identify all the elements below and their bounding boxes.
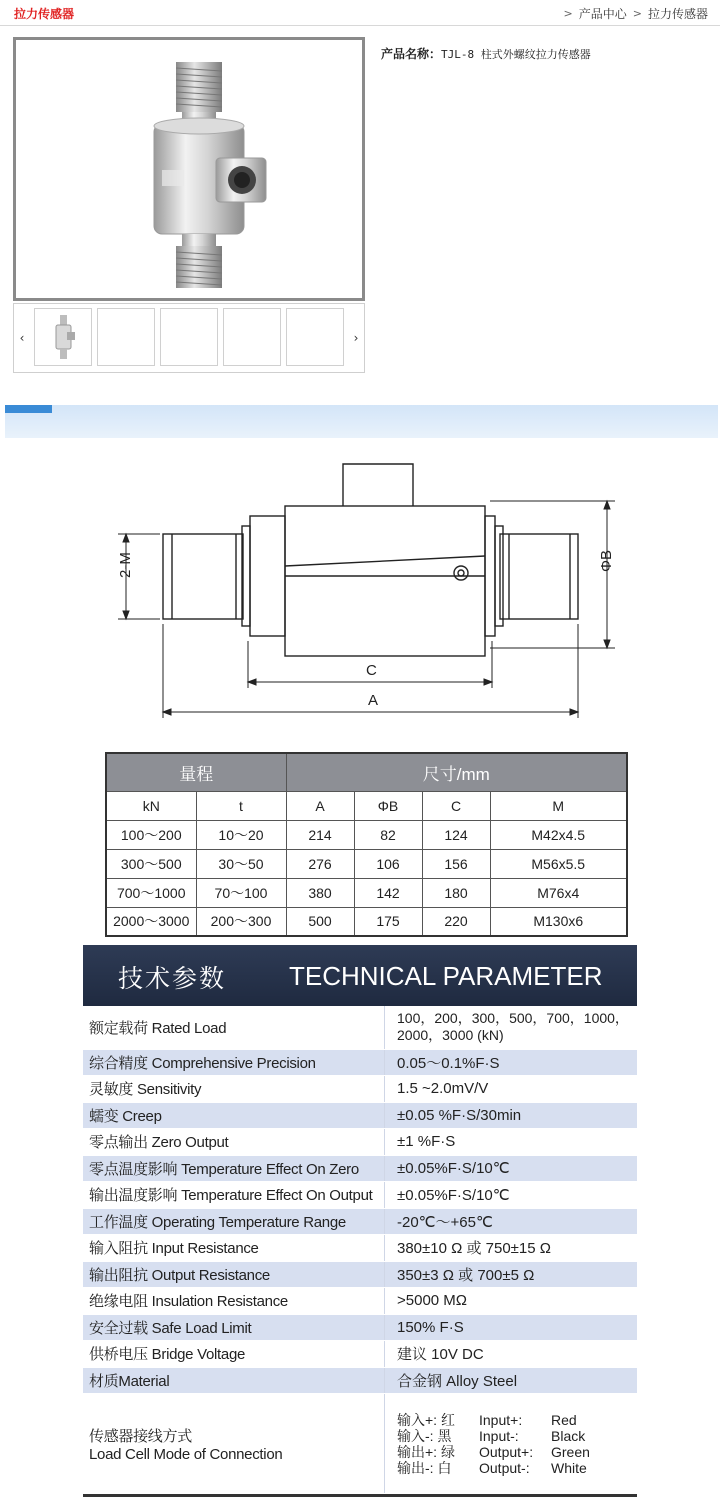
param-key: 材质Material [83,1367,385,1394]
tech-table-bottom-border [83,1494,637,1497]
cell-kn: 300～500 [106,849,196,878]
cell-m: M42x4.5 [490,820,627,849]
wire-color: Red [551,1411,577,1428]
table-row [83,1367,637,1394]
cell-kn: 100～200 [106,820,196,849]
tech-title-en: TECHNICAL PARAMETER [289,961,603,991]
param-key: 综合精度 Comprehensive Precision [83,1049,385,1076]
product-gallery [13,37,365,373]
range-header: 量程 [106,753,286,791]
col-m: M [490,791,627,820]
product-name-label: 产品名称： [381,47,442,61]
wire-color: Green [551,1443,590,1460]
table-row [83,1235,637,1262]
wiring-row [83,1394,637,1494]
breadcrumb [564,5,708,22]
thumbnail-5[interactable] [286,308,344,366]
table-row [83,1208,637,1235]
param-key: 灵敏度 Sensitivity [83,1076,385,1103]
wire-color: Black [551,1427,586,1444]
table-row [106,907,627,936]
wiring-values [385,1394,638,1494]
table-row [83,1006,637,1049]
cell-c: 156 [422,849,490,878]
cell-t: 70～100 [196,878,286,907]
dim-label-a: A [368,692,379,709]
cell-m: M130x6 [490,907,627,936]
tech-title-cn: 技术参数 [118,964,227,993]
param-value: ±1 %F·S [385,1129,638,1156]
cell-b: 82 [354,820,422,849]
product-name [381,45,591,62]
thumbnail-4[interactable] [223,308,281,366]
param-key: 绝缘电阻 Insulation Resistance [83,1288,385,1315]
param-value: 建议 10V DC [385,1341,638,1368]
dim-label-m: 2-M [117,552,134,578]
cell-b: 175 [354,907,422,936]
cell-kn: 700～1000 [106,878,196,907]
thumbnail-strip [13,303,365,373]
cell-c: 124 [422,820,490,849]
chevron-right-icon: > [563,7,573,20]
param-key: 输出阻抗 Output Resistance [83,1261,385,1288]
column-header-row [106,791,627,820]
thumbnail-next-button[interactable]: › [353,331,359,345]
table-row [83,1261,637,1288]
param-value: ±0.05 %F·S/30min [385,1102,638,1129]
param-key: 输入阻抗 Input Resistance [83,1235,385,1262]
cell-a: 380 [286,878,354,907]
table-row [83,1155,637,1182]
param-value: 150% F·S [385,1314,638,1341]
cell-b: 142 [354,878,422,907]
param-value: 350±3 Ω 或 700±5 Ω [385,1261,638,1288]
param-key: 安全过载 Safe Load Limit [83,1314,385,1341]
table-row [106,849,627,878]
param-value: ±0.05%F·S/10℃ [385,1155,638,1182]
wire-en: Input+: [479,1411,523,1428]
breadcrumb-item-tension-sensor[interactable]: 拉力传感器 [647,7,708,21]
param-key: 零点温度影响 Temperature Effect On Zero [83,1155,385,1182]
dim-label-c: C [366,662,377,679]
table-row [83,1102,637,1129]
product-name-value: TJL-8 柱式外螺纹拉力传感器 [441,48,591,61]
wiring-label [83,1394,385,1494]
table-row [83,1182,637,1209]
param-key: 供桥电压 Bridge Voltage [83,1341,385,1368]
wire-en: Output-: [479,1459,530,1476]
cell-m: M76x4 [490,878,627,907]
cell-c: 220 [422,907,490,936]
wire-color: White [551,1459,587,1476]
breadcrumb-item-products[interactable]: 产品中心 [578,7,627,21]
param-value: 0.05～0.1%F·S [385,1049,638,1076]
param-value: ±0.05%F·S/10℃ [385,1182,638,1209]
section-header-band [5,405,718,438]
load-cell-photo [16,40,362,298]
table-row [83,1129,637,1156]
param-key: 输出温度影响 Temperature Effect On Output [83,1182,385,1209]
thumbnail-2[interactable] [97,308,155,366]
size-header: 尺寸/mm [286,753,627,791]
cell-kn: 2000～3000 [106,907,196,936]
dimension-table [105,752,628,937]
tech-parameter-table [83,1006,637,1494]
param-key: 额定载荷 Rated Load [83,1006,385,1049]
load-cell-thumbnail-photo [35,309,91,365]
param-value: -20℃～+65℃ [385,1208,638,1235]
wire-en: Input-: [479,1427,519,1444]
dim-label-b: ΦB [598,550,615,572]
param-key: 蠕变 Creep [83,1102,385,1129]
param-value: 1.5 ~2.0mV/V [385,1076,638,1103]
param-value: >5000 MΩ [385,1288,638,1315]
table-row [83,1341,637,1368]
param-value: 380±10 Ω 或 750±15 Ω [385,1235,638,1262]
table-row [83,1049,637,1076]
wiring-label-cn: 传感器接线方式 [89,1427,192,1445]
table-row [83,1314,637,1341]
table-row [83,1288,637,1315]
col-a: A [286,791,354,820]
wiring-label-en: Load Cell Mode of Connection [89,1445,283,1463]
wire-cn: 输入-: 黑 [397,1427,452,1444]
cell-m: M56x5.5 [490,849,627,878]
section-tab-indicator [5,405,52,413]
cell-a: 214 [286,820,354,849]
col-c: C [422,791,490,820]
cell-c: 180 [422,878,490,907]
param-value: 100，200，300，500，700，1000，2000，3000 (kN) [385,1006,638,1049]
col-kn: kN [106,791,196,820]
cell-t: 10～20 [196,820,286,849]
param-key: 零点输出 Zero Output [83,1129,385,1156]
dimension-drawing [100,456,630,726]
table-row [106,878,627,907]
product-main-image[interactable] [13,37,365,301]
cell-t: 200～300 [196,907,286,936]
category-title[interactable]: 拉力传感器 [14,7,75,21]
wire-cn: 输入+: 红 [397,1411,455,1428]
thumbnail-prev-button[interactable]: ‹ [19,331,25,345]
thumbnail-3[interactable] [160,308,218,366]
param-value: 合金钢 Alloy Steel [385,1367,638,1394]
thumbnail-1[interactable] [34,308,92,366]
table-row [106,820,627,849]
cell-t: 30～50 [196,849,286,878]
top-bar [0,0,720,26]
col-t: t [196,791,286,820]
wire-en: Output+: [479,1443,534,1460]
wire-cn: 输出+: 绿 [397,1443,455,1460]
cell-b: 106 [354,849,422,878]
param-key: 工作温度 Operating Temperature Range [83,1208,385,1235]
col-b: ΦB [354,791,422,820]
cell-a: 276 [286,849,354,878]
tech-parameter-header [83,945,637,1006]
chevron-right-icon: > [632,7,642,20]
cell-a: 500 [286,907,354,936]
wire-cn: 输出-: 白 [397,1459,452,1476]
table-row [83,1076,637,1103]
